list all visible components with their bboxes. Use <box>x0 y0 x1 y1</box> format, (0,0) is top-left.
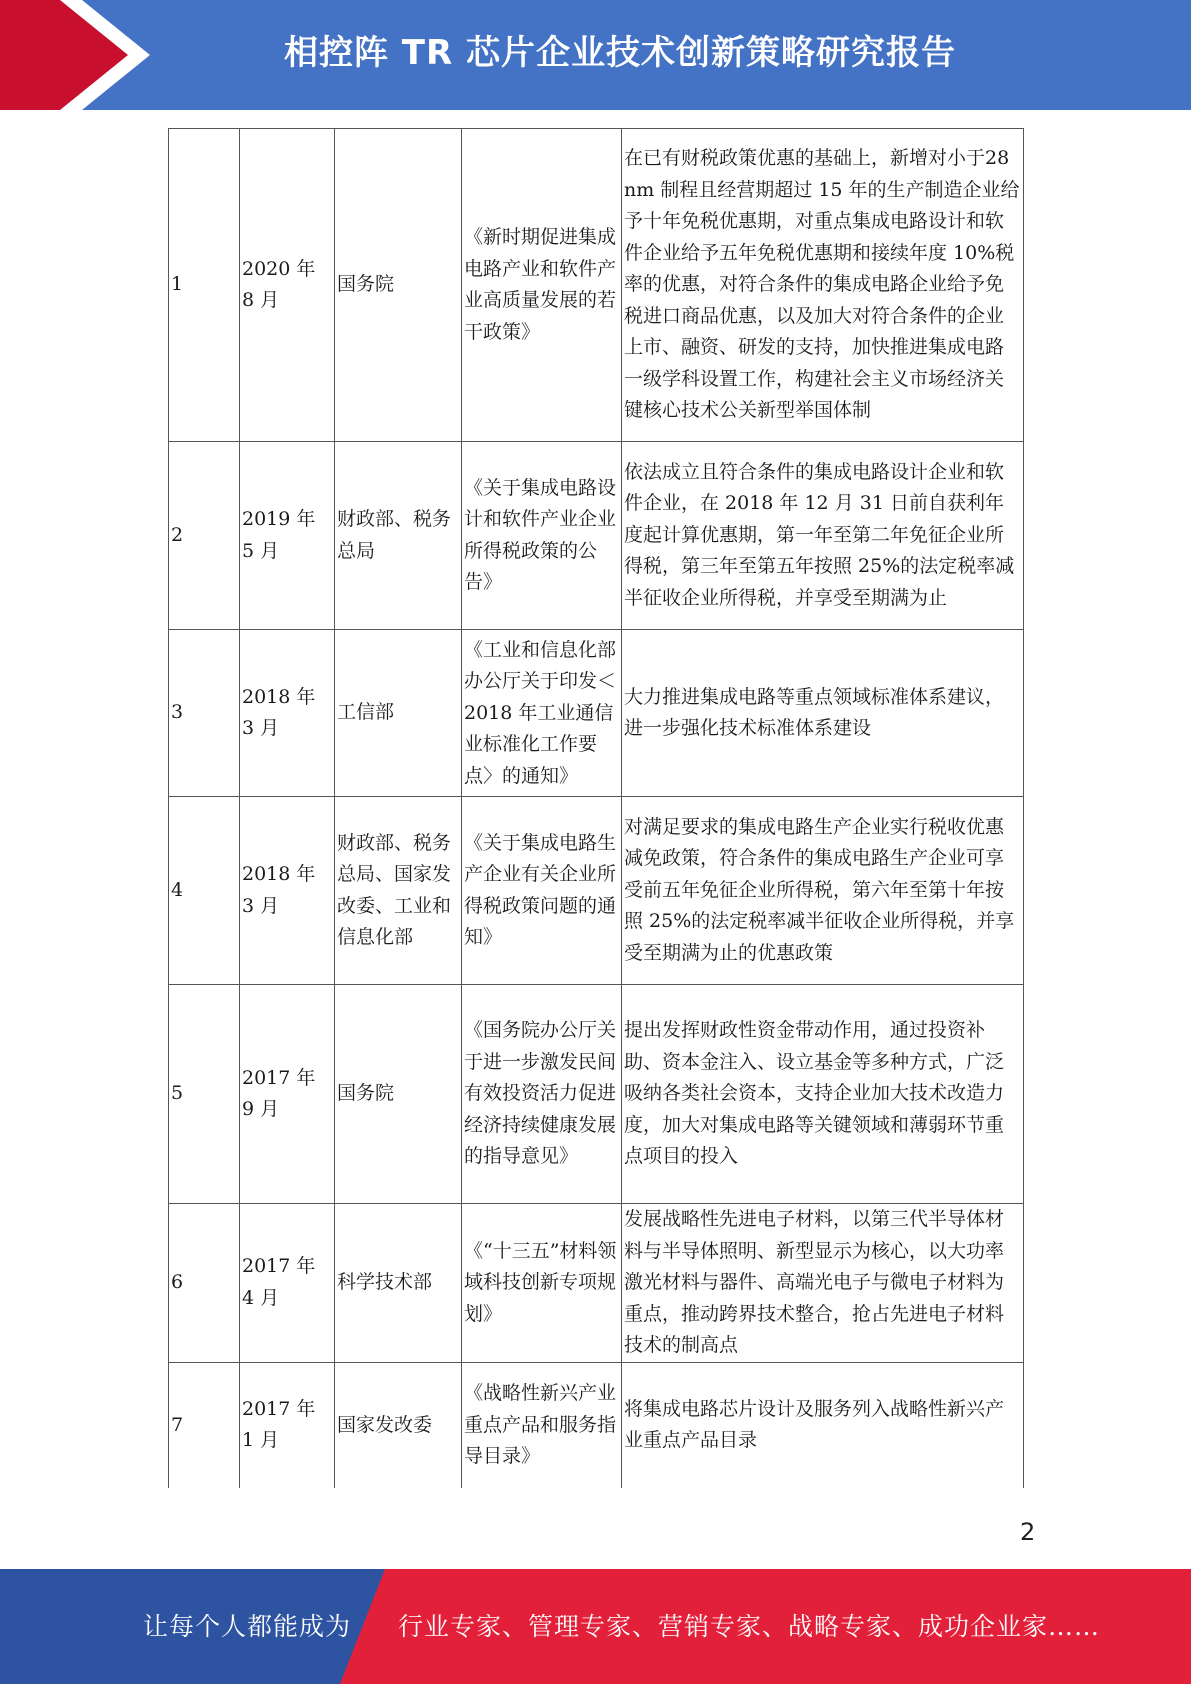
row-number: 7 <box>169 1362 240 1488</box>
row-policy-name: 《“十三五”材料领域科技创新专项规划》 <box>462 1204 622 1363</box>
row-policy-name <box>462 630 622 797</box>
page-footer <box>0 1569 1191 1684</box>
policy-table <box>168 128 1024 1488</box>
row-department: 财政部、税务总局、国家发改委、工业和信息化部 <box>335 797 462 985</box>
row-department: 科学技术部 <box>335 1204 462 1363</box>
row-policy-content: 依法成立且符合条件的集成电路设计企业和软件企业，在 2018 年 12 月 31 日前自获利年度起计算优惠期，第一年至第二年免征企业所得税，第三年至第五年按照 25%的法定税率减半征收企业所得税，并享受至期满为止 <box>622 442 1024 630</box>
row-date: 2017 年 1 月 <box>240 1362 335 1488</box>
page-number: 2 <box>1020 1518 1036 1546</box>
row-policy-content: 发展战略性先进电子材料，以第三代半导体材料与半导体照明、新型显示为核心，以大功率激光材料与器件、高端光电子与微电子材料为重点，推动跨界技术整合，抢占先进电子材料技术的制高点 <box>622 1204 1024 1363</box>
row-policy-content: 大力推进集成电路等重点领域标准体系建议，进一步强化技术标准体系建设 <box>622 630 1024 797</box>
row-date: 2017 年 9 月 <box>240 985 335 1204</box>
row-date: 2017 年 4 月 <box>240 1204 335 1363</box>
row-number: 3 <box>169 630 240 797</box>
row-department: 财政部、税务总局 <box>335 442 462 630</box>
row-policy-name: 《新时期促进集成电路产业和软件产业高质量发展的若干政策》 <box>462 129 622 442</box>
table-row <box>169 985 1024 1204</box>
row-number: 6 <box>169 1204 240 1363</box>
table-row <box>169 129 1024 442</box>
row-date: 2018 年 3 月 <box>240 630 335 797</box>
row-policy-content: 将集成电路芯片设计及服务列入战略性新兴产业重点产品目录 <box>622 1362 1024 1488</box>
row-policy-name: 《战略性新兴产业重点产品和服务指导目录》 <box>462 1362 622 1488</box>
row-policy-name: 《关于集成电路设计和软件产业企业所得税政策的公告》 <box>462 442 622 630</box>
row-policy-content: 提出发挥财政性资金带动作用，通过投资补助、资本金注入、设立基金等多种方式，广泛吸纳各类社会资本，支持企业加大技术改造力度，加大对集成电路等关键领域和薄弱环节重点项目的投入 <box>622 985 1024 1204</box>
row-date: 2018 年 3 月 <box>240 797 335 985</box>
row-department: 国务院 <box>335 985 462 1204</box>
row-date: 2020 年 8 月 <box>240 129 335 442</box>
header-red-chevron <box>0 0 150 110</box>
page-header <box>0 0 1191 110</box>
report-title: 相控阵 TR 芯片企业技术创新策略研究报告 <box>283 33 957 73</box>
row-department: 国务院 <box>335 129 462 442</box>
table-row <box>169 1362 1024 1488</box>
table-row <box>169 442 1024 630</box>
row-number: 4 <box>169 797 240 985</box>
footer-slogan-left: 让每个人都能成为 <box>143 1612 352 1641</box>
row-number: 2 <box>169 442 240 630</box>
row-policy-name: 《国务院办公厅关于进一步激发民间有效投资活力促进经济持续健康发展的指导意见》 <box>462 985 622 1204</box>
policy-name-text: 《工业和信息化部办公厅关于印发＜2018 年工业通信业标准化工作要点〉的通知》 <box>464 638 617 787</box>
row-policy-name: 《关于集成电路生产企业有关企业所得税政策问题的通知》 <box>462 797 622 985</box>
row-number: 5 <box>169 985 240 1204</box>
footer-slogan-right: 行业专家、管理专家、营销专家、战略专家、成功企业家…… <box>398 1612 1101 1641</box>
row-policy-content: 在已有财税政策优惠的基础上，新增对小于28nm 制程且经营期超过 15 年的生产制造企业给予十年免税优惠期，对重点集成电路设计和软件企业给予五年免税优惠期和接续年度 10%税率的优惠，对符合条件的集成电路企业给予免税进口商品优惠，以及加大对符合条件的企业上市、融资、研发的支持，加快推进集成电路一级学科设置工作，构建社会主义市场经济关键核心技术公关新型举国体制 <box>622 129 1024 442</box>
table-row <box>169 1204 1024 1363</box>
row-department: 工信部 <box>335 630 462 797</box>
row-number: 1 <box>169 129 240 442</box>
row-date: 2019 年 5 月 <box>240 442 335 630</box>
row-department: 国家发改委 <box>335 1362 462 1488</box>
table-row <box>169 797 1024 985</box>
table-row <box>169 630 1024 797</box>
row-policy-content: 对满足要求的集成电路生产企业实行税收优惠减免政策，符合条件的集成电路生产企业可享受前五年免征企业所得税，第六年至第十年按照 25%的法定税率减半征收企业所得税，并享受至期满为止的优惠政策 <box>622 797 1024 985</box>
